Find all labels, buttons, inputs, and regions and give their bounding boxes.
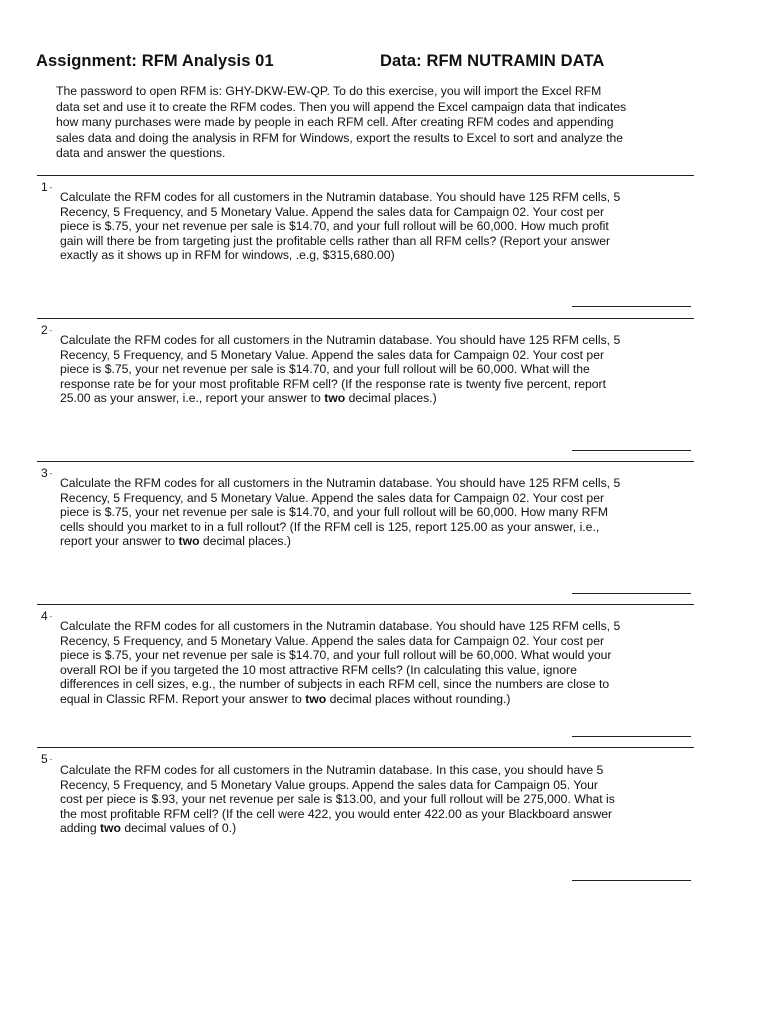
question-number: 5 - [41,752,53,766]
question-text: Calculate the RFM codes for all customers in the Nutramin database. You should have 125 RFM cells, 5 Recency, 5 Frequency, and 5 Monetary Value. Append the sales data for Campaign 02. Your cost per piece is $.75, your net revenue per sale is $14.70, and your full rollout will be 60,000. What will the response rate be for your most profitable RFM cell? (If the response rate is twenty five percent, report 25.00 as your answer, i.e., report your answer to two decimal places.) [60,333,621,406]
question-number: 2 - [41,323,53,337]
divider [37,747,694,748]
question-text: Calculate the RFM codes for all customers in the Nutramin database. In this case, you should have 5 Recency, 5 Frequency, and 5 Monetary Value groups. Append the sales data for Campaign 05. Your cost per piece is $.93, your net revenue per sale is $13.00, and your full rollout will be 275,000. What is the most profitable RFM cell? (If the cell were 422, you would enter 422.00 as your Blackboard answer adding two decimal values of 0.) [60,763,615,836]
divider [37,604,694,605]
data-title: Data: RFM NUTRAMIN DATA [380,52,605,70]
question-text: Calculate the RFM codes for all customers in the Nutramin database. You should have 125 RFM cells, 5 Recency, 5 Frequency, and 5 Monetary Value. Append the sales data for Campaign 02. Your cost per piece is $.75, your net revenue per sale is $14.70, and your full rollout will be 60,000. What would your overall ROI be if you targeted the 10 most attractive RFM cells? (In calculating this value, ignore differences in cell sizes, e.g., the number of subjects in each RFM cell, since the numbers are close to equal in Classic RFM. Report your answer to two decimal places without rounding.) [60,619,621,706]
assignment-title: Assignment: RFM Analysis 01 [36,52,274,70]
answer-blank[interactable] [572,593,691,594]
divider [37,318,694,319]
question-text: Calculate the RFM codes for all customers in the Nutramin database. You should have 125 RFM cells, 5 Recency, 5 Frequency, and 5 Monetary Value. Append the sales data for Campaign 02. Your cost per piece is $.75, your net revenue per sale is $14.70, and your full rollout will be 60,000. How many RFM cells should you market to in a full rollout? (If the RFM cell is 125, report 125.00 as your answer, i.e., report your answer to two decimal places.) [60,476,621,549]
question-number: 3 - [41,466,53,480]
answer-blank[interactable] [572,736,691,737]
answer-blank[interactable] [572,880,691,881]
answer-blank[interactable] [572,306,691,307]
question-text: Calculate the RFM codes for all customers in the Nutramin database. You should have 125 RFM cells, 5 Recency, 5 Frequency, and 5 Monetary Value. Append the sales data for Campaign 02. Your cost per piece is $.75, your net revenue per sale is $14.70, and your full rollout will be 60,000. How much profit gain will there be from targeting just the profitable cells rather than all RFM cells? (Report your answer exactly as it shows up in RFM for windows, .e.g, $315,680.00) [60,190,621,263]
intro-paragraph: The password to open RFM is: GHY-DKW-EW-QP. To do this exercise, you will import the Excel RFM data set and use it to create the RFM codes. Then you will append the Excel campaign data that indicates how many purchases were made by people in each RFM cell. After creating RFM codes and appending sales data and doing the analysis in RFM for Windows, export the results to Excel to sort and analyze the data and answer the questions. [56,84,627,161]
divider [37,461,694,462]
question-number: 4 - [41,609,53,623]
question-number: 1 - [41,180,53,194]
answer-blank[interactable] [572,450,691,451]
divider [37,175,694,176]
